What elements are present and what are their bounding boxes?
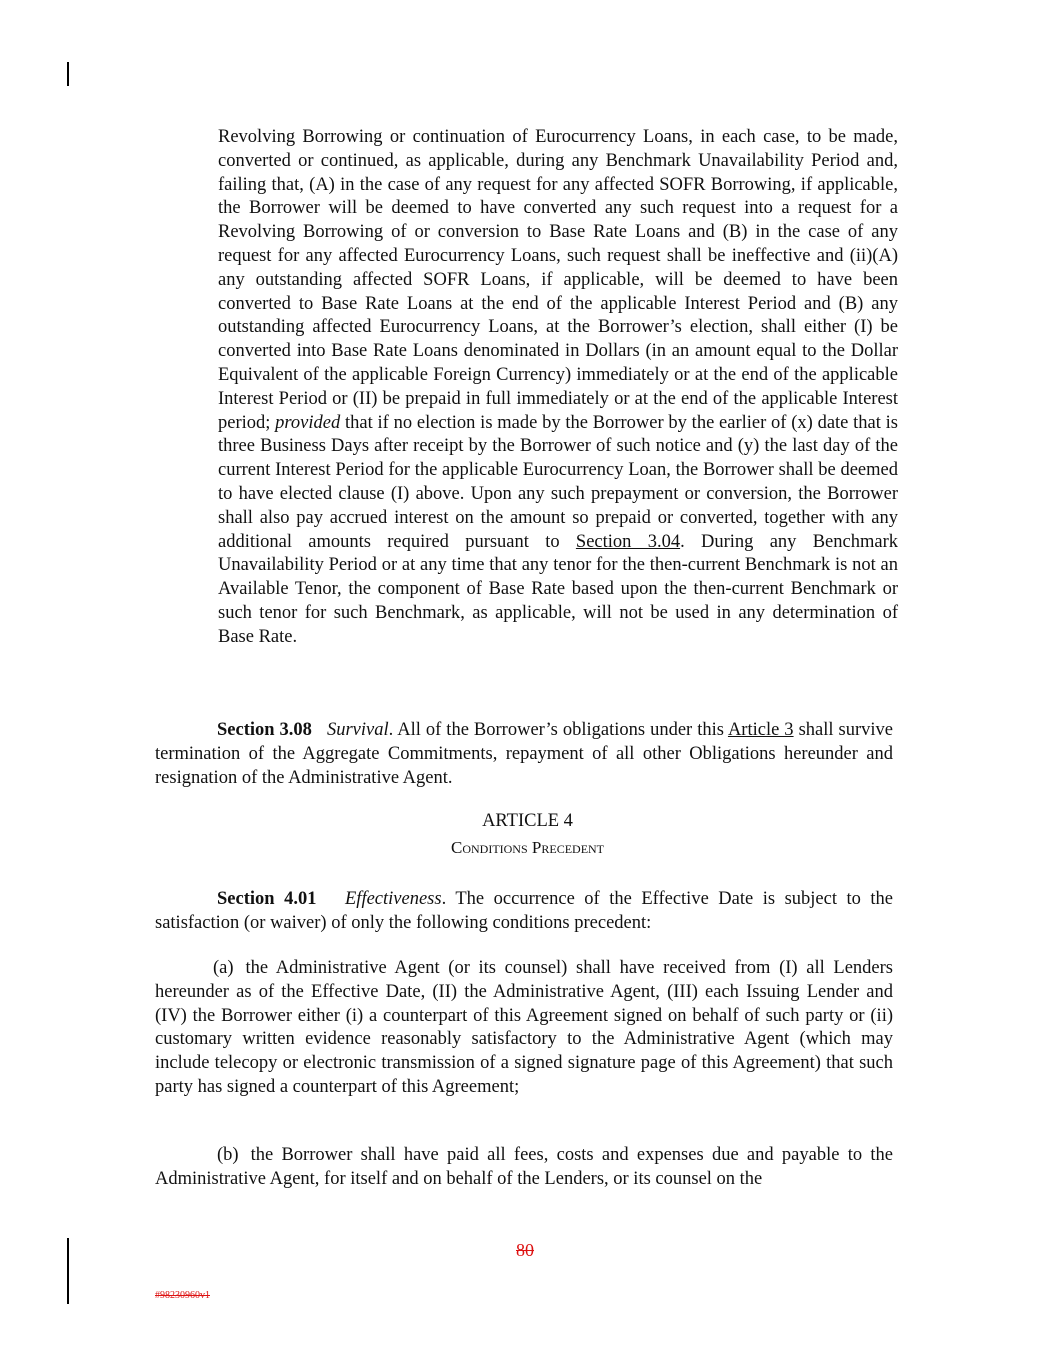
change-bar-bottom	[67, 1238, 69, 1304]
section-3-08-text-2: shall survive termination of the Aggregate Commitments, repayment of all other Obligations hereunder and resignation of the Administrative Agent.	[155, 720, 893, 788]
section-4-01: Section 4.01 Effectiveness. The occurrence of the Effective Date is subject to the satisfaction (or waiver) of only the following conditions precedent:	[155, 889, 894, 933]
clause-a-label: (a)	[213, 958, 234, 978]
article-4-heading	[155, 810, 900, 860]
section-4-01-number: Section 4.01	[217, 889, 317, 909]
clause-a-text: the Administrative Agent (or its counsel) shall have received from (I) all Lenders hereunder as of the Effective Date, (II) the Administrative Agent, (III) each Issuing Lender and (IV) the Borrower either (i) a counterpart of this Agreement signed on behalf of such party or (ii) customary written evidence reasonably satisfactory to the Administrative Agent (which may include telecopy or electronic transmission of a signed signature page of this Agreement) that such party has signed a counterpart of this Agreement;	[155, 958, 893, 1097]
change-bar-top	[67, 62, 69, 86]
section-3-08: Section 3.08 Survival. All of the Borrower’s obligations under this Article 3 shall survive termination of the Aggregate Commitments, repayment of all other Obligations hereunder and resignation of the Administrative Agent.	[155, 720, 893, 788]
indented-paragraph	[218, 126, 898, 650]
clause-b	[155, 1144, 893, 1192]
article-3-link: Article 3	[727, 720, 794, 740]
indented-text-3: . During any Benchmark Unavailability Period or at any time that any tenor for the then-current Benchmark is not an Available Tenor, the component of Base Rate based upon the then-current Benchmark or such tenor for such Benchmark, as applicable, will not be used in any determination of Base Rate.	[218, 531, 898, 647]
section-4-01-text: The occurrence of the Effective Date is subject to the satisfaction (or waiver) of only the following conditions precedent:	[155, 889, 894, 933]
section-3-08-title: Survival	[326, 720, 389, 740]
indented-text-2: that if no election is made by the Borrower by the earlier of (x) date that is three Business Days after receipt by the Borrower of such notice and (y) the last day of the current Interest Period for the applicable Eurocurrency Loan, the Borrower shall be deemed to have elected clause (I) above. Upon any such prepayment or conversion, the Borrower shall also pay accrued interest on the amount so prepaid or converted, together with any additional amounts required pursuant to	[218, 412, 898, 552]
provided-term: provided	[275, 412, 341, 433]
clause-b-label: (b)	[217, 1145, 239, 1165]
section-3-04-link: Section 3.04	[575, 531, 681, 552]
article-4-number: ARTICLE 4	[482, 811, 573, 831]
page-number: 80	[516, 1240, 534, 1260]
clause-b-text: the Borrower shall have paid all fees, costs and expenses due and payable to the Administrative Agent, for itself and on behalf of the Lenders, or its counsel on the	[155, 1145, 893, 1189]
indented-text-1: Revolving Borrowing or continuation of Eurocurrency Loans, in each case, to be made, converted or continued, as applicable, during any Benchmark Unavailability Period and, failing that, (A) in the case of any request for any affected SOFR Borrowing, if applicable, the Borrower will be deemed to have converted any such request into a request for a Revolving Borrowing of or conversion to Base Rate Loans and (B) in the case of any request for any affected Eurocurrency Loans, such request shall be ineffective and (ii)(A) any outstanding affected SOFR Loans, if applicable, will be deemed to have been converted to Base Rate Loans at the end of the applicable Interest Period and (B) any outstanding affected Eurocurrency Loans, at the Borrower’s election, shall either (I) be converted into Base Rate Loans denominated in Dollars (in an amount equal to the Dollar Equivalent of the applicable Foreign Currency) immediately or at the end of the applicable Interest Period or (II) be prepaid in full immediately or at the end of the applicable Interest period;	[218, 127, 898, 433]
section-3-08-number: Section 3.08	[217, 720, 312, 740]
section-4-01-title: Effectiveness	[345, 889, 442, 909]
article-4-title: Conditions Precedent	[450, 837, 605, 857]
document-id: #98230960v1	[155, 1290, 210, 1301]
clause-a	[155, 957, 893, 1100]
section-3-08-text-1: All of the Borrower’s obligations under this	[393, 720, 728, 740]
